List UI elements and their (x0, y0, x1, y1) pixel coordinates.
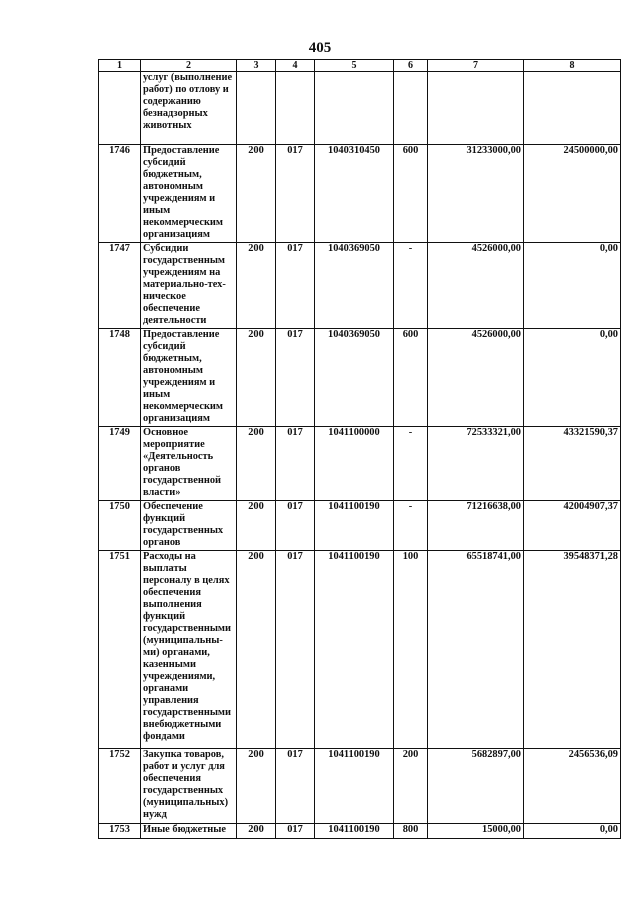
cell-3: 200 (237, 501, 276, 551)
cell-7: 72533321,00 (428, 427, 524, 501)
header-cell: 1 (99, 60, 141, 72)
cell-5: 1041100190 (315, 501, 394, 551)
cell-4: 017 (276, 501, 315, 551)
cell-4: 017 (276, 427, 315, 501)
cell-3: 200 (237, 427, 276, 501)
cell-3: 200 (237, 551, 276, 749)
cell-6: 600 (394, 145, 428, 243)
cell-5: 1040310450 (315, 145, 394, 243)
cell-4: 017 (276, 329, 315, 427)
cell-8: 39548371,28 (524, 551, 621, 749)
table-row (99, 72, 621, 145)
cell-3: 200 (237, 243, 276, 329)
cell-7: 4526000,00 (428, 243, 524, 329)
cell-8 (524, 72, 621, 145)
row-description: услуг (выполнение работ) по отлову и содержанию безнадзорных животных (141, 72, 237, 145)
header-cell: 3 (237, 60, 276, 72)
cell-5: 1041100000 (315, 427, 394, 501)
header-cell: 4 (276, 60, 315, 72)
cell-3: 200 (237, 329, 276, 427)
cell-8: 0,00 (524, 824, 621, 839)
cell-4: 017 (276, 824, 315, 839)
cell-8: 24500000,00 (524, 145, 621, 243)
cell-5: 1041100190 (315, 824, 394, 839)
row-description: Иные бюджетные (141, 824, 237, 839)
cell-4: 017 (276, 551, 315, 749)
cell-6: - (394, 501, 428, 551)
cell-7: 31233000,00 (428, 145, 524, 243)
cell-7: 71216638,00 (428, 501, 524, 551)
cell-8: 43321590,37 (524, 427, 621, 501)
row-number (99, 72, 141, 145)
cell-7: 65518741,00 (428, 551, 524, 749)
table-row (99, 427, 621, 501)
cell-3: 200 (237, 824, 276, 839)
cell-8: 42004907,37 (524, 501, 621, 551)
row-description: Обеспечение функций государственных органов (141, 501, 237, 551)
row-description: Предоставление субсидий бюджетным, автономным учреждениям и иным некоммерческим организациям (141, 329, 237, 427)
table-row (99, 329, 621, 427)
row-number: 1751 (99, 551, 141, 749)
cell-3: 200 (237, 749, 276, 824)
cell-4: 017 (276, 243, 315, 329)
header-cell: 5 (315, 60, 394, 72)
row-number: 1750 (99, 501, 141, 551)
cell-7: 15000,00 (428, 824, 524, 839)
row-description: Расходы на выплаты персоналу в целях обеспечения выполнения функций государственными (муниципальны- ми) органами, казенными учреждениями, органами управления государственными внебюджетными фондами (141, 551, 237, 749)
cell-5: 1041100190 (315, 551, 394, 749)
cell-4 (276, 72, 315, 145)
row-number: 1753 (99, 824, 141, 839)
row-description: Субсидии государственным учреждениям на материально-тех- ническое обеспечение деятельности (141, 243, 237, 329)
cell-8: 0,00 (524, 329, 621, 427)
cell-5: 1041100190 (315, 749, 394, 824)
cell-6: - (394, 427, 428, 501)
row-number: 1746 (99, 145, 141, 243)
row-number: 1749 (99, 427, 141, 501)
table-row (99, 145, 621, 243)
cell-5: 1040369050 (315, 329, 394, 427)
row-description: Предоставление субсидий бюджетным, автономным учреждениям и иным некоммерческим организациям (141, 145, 237, 243)
table-row (99, 749, 621, 824)
cell-7 (428, 72, 524, 145)
cell-8: 0,00 (524, 243, 621, 329)
row-number: 1748 (99, 329, 141, 427)
row-description: Закупка товаров, работ и услуг для обеспечения государственных (муниципальных) нужд (141, 749, 237, 824)
cell-6: 100 (394, 551, 428, 749)
table-row (99, 243, 621, 329)
cell-3 (237, 72, 276, 145)
table-row (99, 551, 621, 749)
row-number: 1752 (99, 749, 141, 824)
row-number: 1747 (99, 243, 141, 329)
cell-3: 200 (237, 145, 276, 243)
cell-6: 600 (394, 329, 428, 427)
cell-6: 800 (394, 824, 428, 839)
header-cell: 7 (428, 60, 524, 72)
cell-7: 5682897,00 (428, 749, 524, 824)
page-number: 405 (308, 40, 332, 56)
table-row (99, 501, 621, 551)
cell-6 (394, 72, 428, 145)
header-cell: 8 (524, 60, 621, 72)
cell-8: 2456536,09 (524, 749, 621, 824)
table-header-row (99, 60, 621, 72)
cell-5 (315, 72, 394, 145)
budget-table (98, 59, 621, 839)
cell-4: 017 (276, 749, 315, 824)
cell-7: 4526000,00 (428, 329, 524, 427)
cell-6: 200 (394, 749, 428, 824)
cell-4: 017 (276, 145, 315, 243)
header-cell: 6 (394, 60, 428, 72)
table-row (99, 824, 621, 839)
header-cell: 2 (141, 60, 237, 72)
cell-6: - (394, 243, 428, 329)
row-description: Основное мероприятие «Деятельность органов государственной власти» (141, 427, 237, 501)
cell-5: 1040369050 (315, 243, 394, 329)
